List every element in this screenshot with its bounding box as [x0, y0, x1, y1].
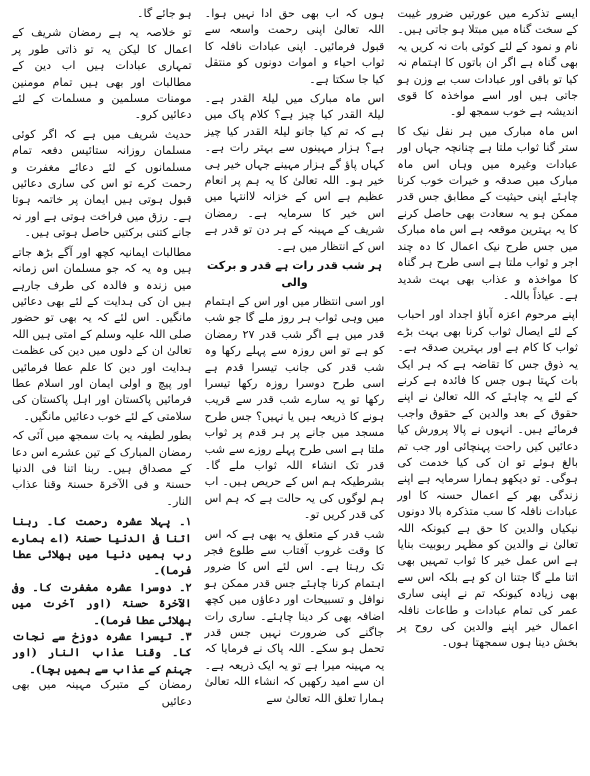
paragraph: حدیث شریف میں ہے کہ اگر کوئی مسلمان روزانہ ستائیس دفعہ تمام مسلمانوں کے لئے دعائے مغفرت و رحمت کرے تو اس کی ساری دعائیں قبول ہوتی ہیں ایمان پر خاتمہ ہوتا ہے۔ رزق میں فراخت ہوتی ہے اور نہ جانے کتنی برکتیں حاصل ہوتی ہیں۔: [12, 127, 192, 240]
paragraph: شب قدر کے متعلق یہ بھی ہے کہ اس کا وقت غروب آفتاب سے طلوع فجر تک رہتا ہے۔ اس لئے اس کا ضرور اہتمام کرنا چاہئے جس قدر ممکن ہو نوافل و تسبیحات اور دعاؤں میں کچھ اضافہ بھی کر دینا چاہئے۔ ساری رات جاگنے کی ضرورت نہیں جس قدر تحمل ہو سکے۔ اللہ پاک نے فرمایا کہ یہ مہینہ میرا ہے تو یہ ایک ذریعہ ہے۔ ان سے امید رکھیں کہ انشاء اللہ تعالیٰ ہمارا تعلق اللہ تعالیٰ سے: [204, 527, 385, 705]
paragraph: اس ماہ مبارک میں ہر نفل نیک کا ستر گنا ثواب ملتا ہے چنانچہ جہاں اور عبادات وغیرہ میں وہاں اس ماہ مبارک میں صدقہ و خیرات خوب کرنا چاہئے اپنی حیثیت کے مطابق جس قدر ممکن ہو یہ سعادت بھی حاصل کرنے کا یہ بہترین موقعہ ہے اس ماہ مبارک میں جس طرح نیک اعمال کا دہ چند اجر و ثواب ملتا ہے اسی طرح ہر گناہ کا مواخذہ و عذاب بھی بہت شدید ہے۔ عیاذاً باللہ۔: [397, 124, 578, 302]
paragraph: ایسے تذکرے میں عورتیں ضرور غیبت کے سخت گناہ میں مبتلا ہو جاتی ہیں۔ نام و نمود کے لئے کوئی بات نہ کریں یہ بھی گناہ ہے اگر ان باتوں کا اہتمام نہ کیا تو باقی اور عبادات سب بے وزن ہو جاتی ہیں اور اسے مواخذہ کا قوی اندیشہ ہے خوب سمجھ لو۔: [397, 7, 578, 119]
dua-line-third-ashra: ۳۔ تیسرا عشرہ دوزخ سے نجات کا۔ وقنا عذاب النار (اور جہنم کے عذاب سے ہمیں بچا)۔: [12, 629, 192, 676]
paragraph: اپنے مرحوم اعزہ آباؤ اجداد اور احباب کے لئے ایصال ثواب کرنا بھی بہت بڑے ثواب کا کام ہے اور بہترین صدقہ ہے۔ یہ ذوق جس کا تقاضہ ہے کہ ہر ایک بات کہتا ہوں جس کا فائدہ ہے کرنے کے لئے یہ چاہئے کہ اللہ تعالیٰ نے اپنے حقوق کے بعد والدین کے حقوق واجب فرمائے ہیں۔ انہوں نے پالا پرورش کیا دعائیں کیں راحت پہنچائی اور جب تم بالغ ہوئے تو ان کی کیا خدمت کی ہوگی۔ تو دیکھو ہمارا سرمایہ ہے اپنے زندگی بھر کے اعمال حسنہ کا اور عبادات نافلہ کا سب متذکرہ بالا دونوں نیکیاں والدین کا حق ہے کیونکہ اللہ تعالیٰ نے والدین کو مظہر ربوبیت بنایا ہے اس عمل خیر کا ثواب تمہیں بھی اتنا ملے گا جتنا ان کو ہے بلکہ اس سے بھی زیادہ کیونکہ تم نے اپنی ساری عمر کی تمام عبادات و طاعات نافلہ اعمال خیر اپنے والدین کی روح پر بخش دینا ہوں سمجھتا ہوں۔: [397, 308, 578, 650]
paragraph: مطالبات ایمانیہ کچھ اور آگے بڑھ جاتے ہیں وہ یہ کہ جو مسلمان اس زمانہ میں زندہ و فالدہ کی طرف جارہے ہیں ان کی ہدایت کے لئے بھی دعائیں مانگیں۔ اس لئے کہ یہ بھی تو حضور صلی اللہ علیہ وسلم کے امتی ہیں اللہ تعالیٰ ان کے دلوں میں دین کی عظمت ہدایت اور دین کا علم عطا فرمائیں اور پیچ و اولی ایمان اور اسلام عطا فرمائیں پاکستان اور اہل پاکستان کی سلامتی کے لئے خوب دعائیں مانگیں۔: [12, 245, 192, 423]
paragraph: اس ماہ مبارک میں لیلۃ القدر ہے۔ لیلۃ القدر کیا چیز ہے؟ کلام پاک میں ہے کہ تم کیا جانو لیلۃ القدر کیا چیز ہے؟ ہزار مہینوں سے بہتر رات ہے۔ کہاں پاؤ گے ہزار مہینے جہاں خیر ہی خیر ہو۔ اللہ تعالیٰ کا یہ ہم پر انعام عظیم ہے اس کے خزانہ لاانتہا میں اس خیر کا سرمایہ ہے۔ رمضان شریف کے مہینہ کے ہر دن تو قدر ہے اس کے انتظار میں ہے۔: [204, 92, 385, 253]
column-middle: [199, 6, 392, 772]
closing-line: رمضان کے متبرک مہینہ میں بھی دعائیں: [12, 678, 192, 708]
section-heading: ہر شب قدر رات ہے قدر و برکت والی: [206, 259, 383, 289]
paragraph: تو خلاصہ یہ ہے رمضان شریف کے اعمال کا لیکن یہ تو ذاتی طور پر تمہاری عبادات ہیں اب دین کے مطالبات اور بھی ہیں تمام مومنین مومنات مسلمین و مسلمات کے لئے دعائیں کرو۔: [12, 26, 192, 122]
column-left: [6, 6, 199, 772]
paragraph: بطور لطیفہ یہ بات سمجھ میں آئی کہ رمضان المبارک کے تین عشرے اس دعا کے مصداق ہیں۔ ربنا اتنا فی الدنیا حسنۃ و فی الآخرۃ حسنۃ وقنا عذاب النار۔: [12, 429, 192, 508]
paragraph: ہو جائے گا۔: [136, 7, 192, 20]
paragraph: اور اسی انتظار میں اور اس کے اہتمام میں وہی ثواب ہر روز ملے گا جو شب قدر میں ہے اگر شب قدر ۲۷ رمضان کو ہے تو اس روزہ سے پہلے رکھا وہ شب قدر کی جانب تیسرا قدم ہے اسی طرح دوسرا روزہ رکھا تیسرا رکھا تو یہ سارے شب قدر سے قریب ہونے کا ذریعہ ہیں یا نہیں؟ جس طرح مسجد میں جانے پر ہر قدم پر ثواب ملتا ہے اسی طرح پہلے روزے سے شب قدر تک انشاء اللہ ثواب ملے گا۔ بشرطیکہ ہم اس کے حریص ہیں۔ اب ہم لوگوں کی یہ حالت ہے کہ ہم اس کی قدر کریں تو۔: [204, 294, 385, 522]
column-right: [391, 6, 584, 772]
dua-line-first-ashra: ۱۔ پہلا عشرہ رحمت کا۔ ربنا اتنا فی الدنیا حسنۃ (اے ہمارے رب ہمیں دنیا میں بھلائی عطا فرما)۔: [12, 514, 192, 578]
paragraph: ہوں کہ اب بھی حق ادا نہیں ہوا۔ اللہ تعالیٰ اپنی رحمت واسعہ سے قبول فرمائیں۔ اپنی عبادات نافلہ کا ثواب احیاء و اموات دونوں کو منتقل کیا جا سکتا ہے۔: [204, 7, 385, 86]
dua-line-second-ashra: ۲۔ دوسرا عشرہ مغفرت کا۔ وفی الآخرۃ حسنۃ (اور آخرت میں بھلائی عطا فرما)۔: [12, 579, 192, 627]
